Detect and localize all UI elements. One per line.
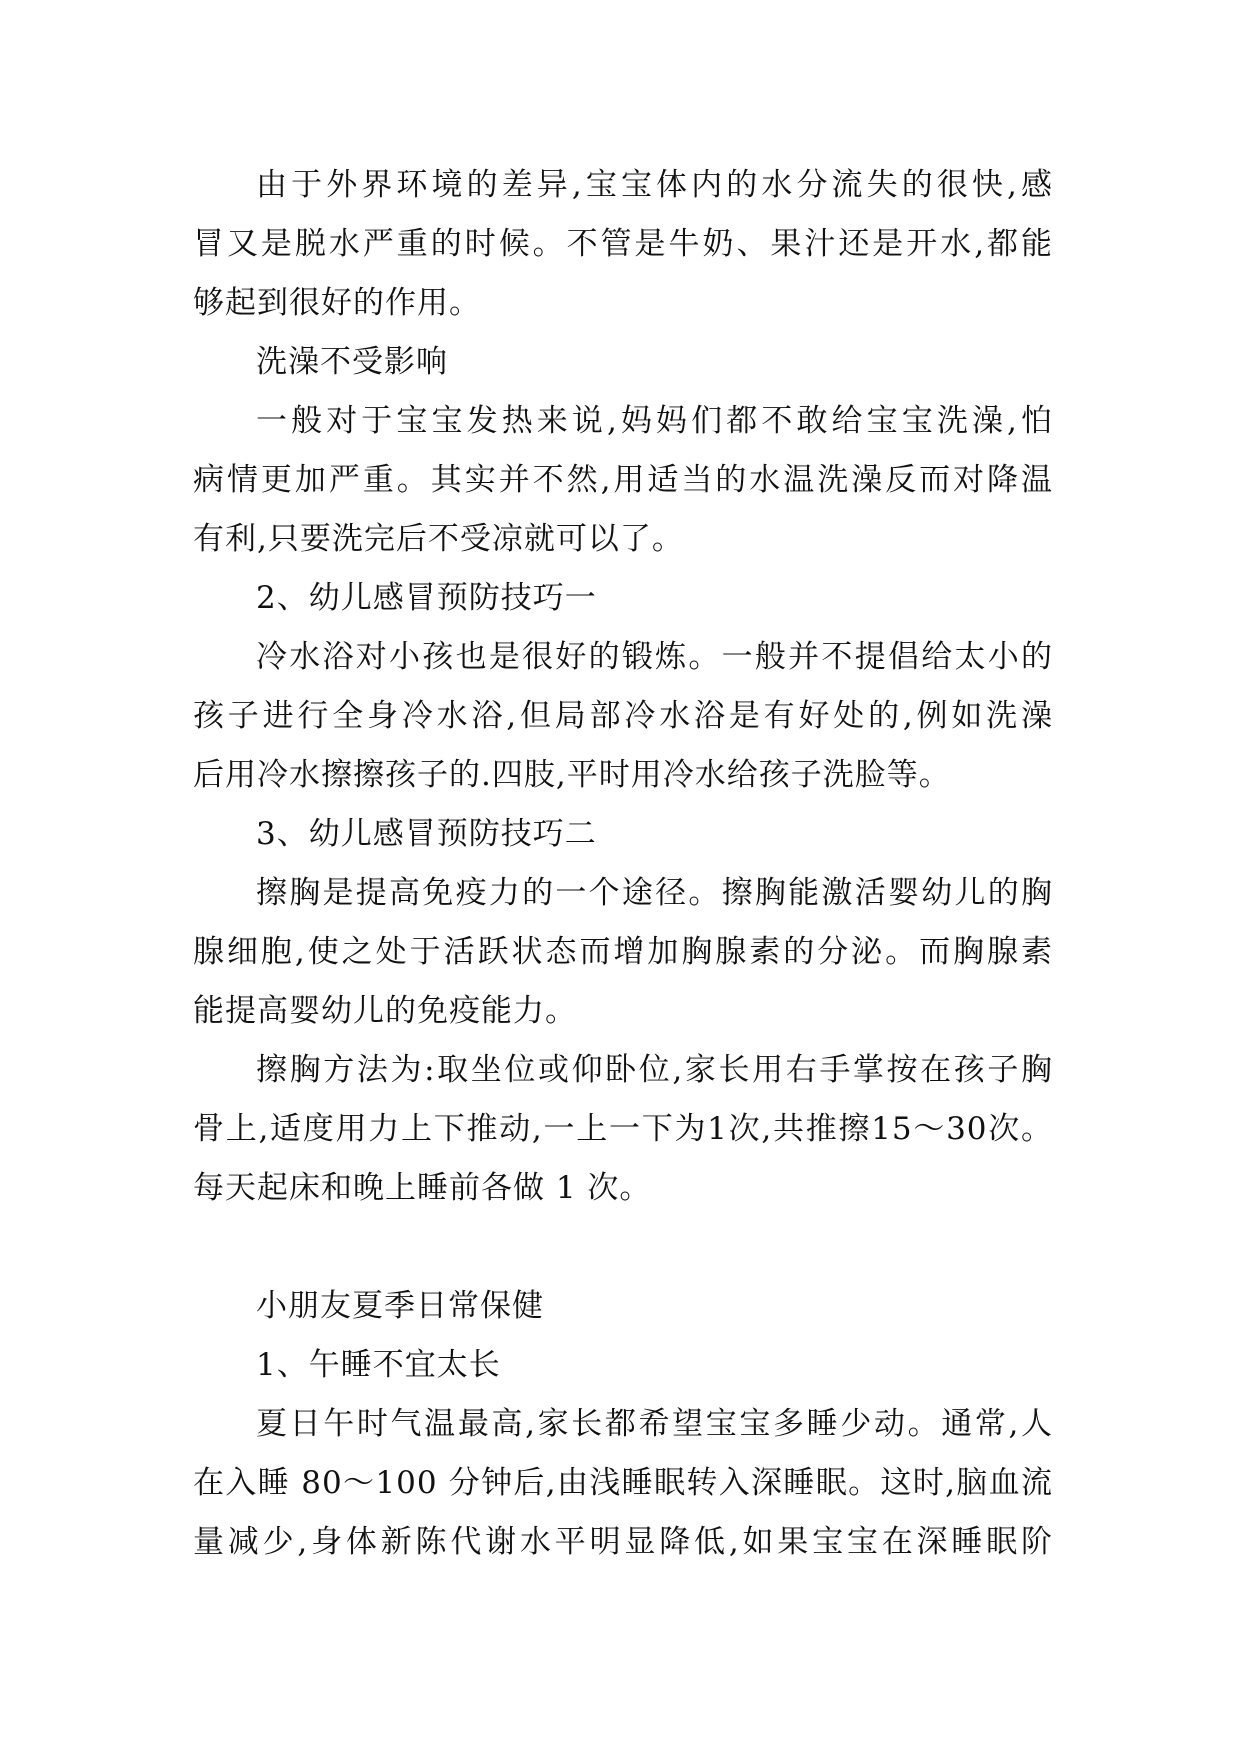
section-heading: 2、幼儿感冒预防技巧一 — [256, 580, 597, 616]
paragraph-line: 骨上,适度用力上下推动,一上一下为1次,共推擦15～30次。 — [193, 1111, 1053, 1147]
paragraph-line: 腺细胞,使之处于活跃状态而增加胸腺素的分泌。而胸腺素 — [193, 934, 1053, 970]
paragraph-line: 由于外界环境的差异,宝宝体内的水分流失的很快,感 — [256, 167, 1053, 203]
paragraph-line: 有利,只要洗完后不受凉就可以了。 — [193, 521, 684, 557]
paragraph-line: 孩子进行全身冷水浴,但局部冷水浴是有好处的,例如洗澡 — [193, 698, 1053, 734]
section-heading: 小朋友夏季日常保健 — [256, 1288, 544, 1324]
section-heading: 洗澡不受影响 — [256, 344, 448, 380]
paragraph-line: 量减少,身体新陈代谢水平明显降低,如果宝宝在深睡眠阶 — [193, 1524, 1053, 1560]
section-heading: 1、午睡不宜太长 — [256, 1347, 501, 1383]
paragraph-line: 每天起床和晚上睡前各做 1 次。 — [193, 1170, 652, 1206]
paragraph-line: 在入睡 80～100 分钟后,由浅睡眠转入深睡眠。这时,脑血流 — [193, 1465, 1053, 1501]
paragraph-line: 擦胸方法为:取坐位或仰卧位,家长用右手掌按在孩子胸 — [256, 1052, 1053, 1088]
paragraph-line: 后用冷水擦擦孩子的.四肢,平时用冷水给孩子洗脸等。 — [193, 757, 951, 793]
paragraph-line: 冒又是脱水严重的时候。不管是牛奶、果汁还是开水,都能 — [193, 226, 1053, 262]
paragraph-line: 夏日午时气温最高,家长都希望宝宝多睡少动。通常,人 — [256, 1406, 1053, 1442]
paragraph-line: 擦胸是提高免疫力的一个途径。擦胸能激活婴幼儿的胸 — [256, 875, 1053, 911]
paragraph-line: 冷水浴对小孩也是很好的锻炼。一般并不提倡给太小的 — [256, 639, 1053, 675]
section-heading: 3、幼儿感冒预防技巧二 — [256, 816, 597, 852]
paragraph-line: 能提高婴幼儿的免疫能力。 — [193, 993, 577, 1029]
paragraph-line: 一般对于宝宝发热来说,妈妈们都不敢给宝宝洗澡,怕 — [256, 403, 1053, 439]
paragraph-line: 够起到很好的作用。 — [193, 285, 481, 321]
paragraph-line: 病情更加严重。其实并不然,用适当的水温洗澡反而对降温 — [193, 462, 1053, 498]
